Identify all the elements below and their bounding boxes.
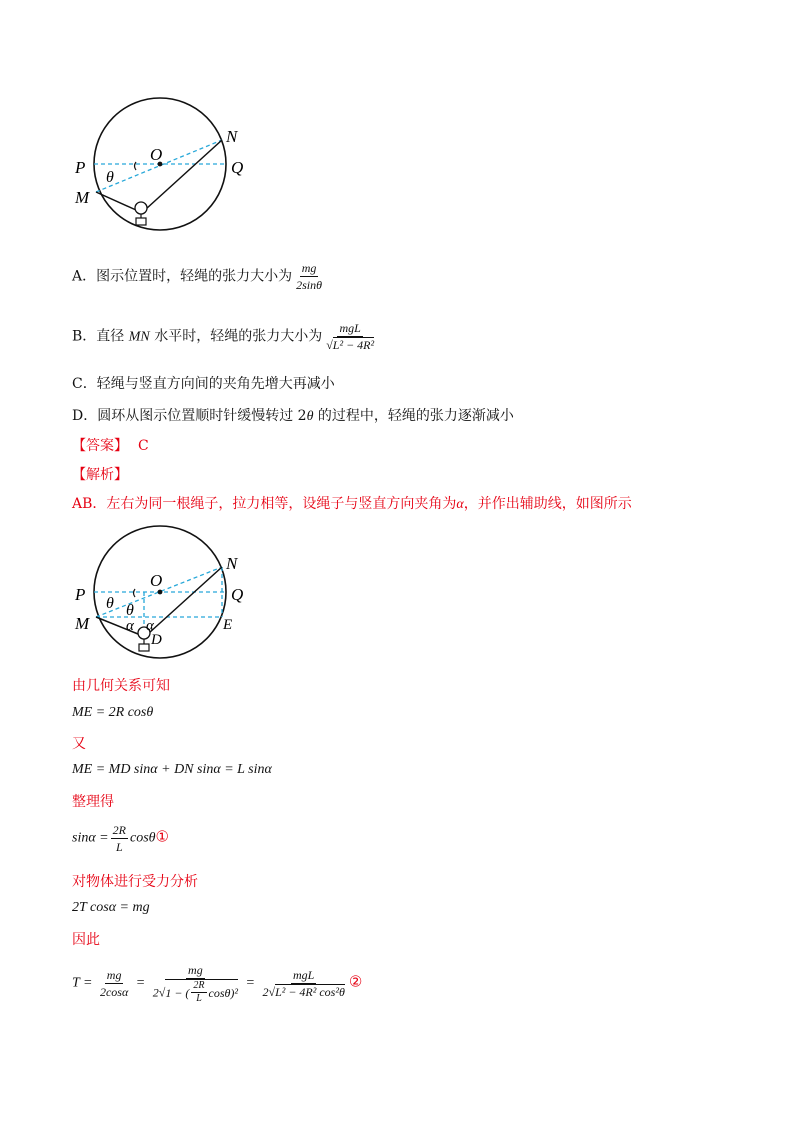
equation-1: ME = 2R cosθ [72, 705, 154, 720]
ab-intro-text: AB．左右为同一根绳子，拉力相等，设绳子与竖直方向夹角为 [72, 496, 457, 512]
label-theta-bottom: θ [126, 602, 134, 619]
step-5: 因此 [72, 932, 100, 948]
eq3-fraction [111, 822, 128, 855]
weight-block [136, 218, 146, 225]
option-b-pre: B．直径 [72, 328, 129, 345]
label-o: O [150, 145, 163, 164]
eq3-den: L [115, 840, 123, 854]
option-d-theta: θ [306, 409, 314, 424]
eq5-f2-den: 2√ 1 − ( $\frac{2R}{L}$ cosθ)² [152, 980, 239, 1004]
eq5-mark: ② [348, 974, 363, 991]
option-a-den: 2sinθ [296, 278, 323, 292]
answer-line [72, 436, 149, 456]
label-e: E [223, 617, 233, 633]
eq5-inner-den: L [196, 993, 202, 1004]
angle-arc-2 [134, 589, 136, 597]
label-n-2: N [226, 554, 238, 573]
label-q: Q [231, 158, 244, 177]
eq3-lhs: sinα = [72, 830, 109, 846]
option-d-pre: D．圆环从图示位置顺时针缓慢转过 2 [72, 408, 307, 424]
eq5-f3-radicand: L² − 4R² cos²θ [275, 985, 345, 999]
step-1: 由几何关系可知 [72, 678, 170, 694]
label-theta-top: θ [106, 595, 114, 612]
eq5-inner-num: 2R [193, 980, 205, 991]
rope-left [96, 192, 136, 210]
eq5-equals-1: = [135, 975, 146, 991]
eq5-lhs: T = [72, 975, 93, 991]
eq5-f2-radicand [165, 979, 238, 1005]
eq5-frac-3 [260, 967, 346, 1000]
equation-4: 2T cosα = mg [72, 900, 150, 915]
option-a-num: mg [301, 261, 317, 275]
eq5-f2-den-pre: 2 [152, 985, 159, 1000]
eq5-f3-den: 2√L² − 4R² cos²θ [262, 985, 345, 999]
option-a [72, 260, 326, 293]
option-a-text: A．图示位置时，轻绳的张力大小为 [72, 268, 293, 285]
option-b-mn: MN [128, 329, 150, 345]
eq5-f3-den-pre: 2 [262, 985, 269, 999]
option-b [72, 320, 378, 353]
eq5-frac-1 [98, 967, 130, 1000]
analysis-label: 【解析】 [72, 467, 128, 483]
label-q-2: Q [231, 585, 244, 604]
eq5-f1-den: 2cosα [99, 985, 129, 999]
equation-5 [72, 962, 362, 1005]
pulley [135, 202, 147, 214]
label-alpha-left: α [126, 618, 134, 634]
equation-2: ME = MD sinα + DN sinα = L sinα [72, 762, 272, 777]
label-alpha-right: α [146, 618, 154, 634]
step-4: 对物体进行受力分析 [72, 874, 198, 890]
equation-3 [72, 822, 169, 855]
label-p-2: P [75, 585, 86, 604]
ab-intro-post: ，并作出辅助线，如图所示 [463, 496, 632, 512]
label-d: D [151, 632, 162, 648]
label-m-2: M [75, 614, 90, 633]
option-b-fraction [324, 320, 376, 353]
option-b-text: 水平时，轻绳的张力大小为 [149, 328, 323, 345]
eq3-rhs: cosθ [129, 830, 156, 846]
label-theta: θ [106, 169, 114, 186]
option-b-den-radicand: L² − 4R² [332, 338, 375, 352]
figure-1 [70, 90, 270, 240]
option-b-num: mgL [339, 321, 361, 335]
eq5-frac-2 [151, 962, 240, 1005]
eq5-equals-2: = [245, 975, 255, 991]
eq3-num: 2R [112, 823, 126, 837]
label-p: P [75, 158, 86, 177]
center-point-2 [158, 590, 163, 595]
step-2: 又 [72, 736, 86, 752]
eq5-f2-den-post: cosθ)² [208, 985, 239, 1000]
label-n: N [226, 127, 238, 146]
eq5-inner-frac [191, 980, 206, 1005]
answer-label: 【答案】 [72, 438, 128, 454]
answer-value: C [138, 438, 149, 454]
label-m: M [75, 188, 90, 207]
option-b-den: √L² − 4R² [326, 338, 375, 352]
ab-intro-alpha: α [456, 497, 464, 512]
option-d [72, 406, 514, 427]
option-d-post: 的过程中，轻绳的张力逐渐减小 [313, 408, 514, 424]
step-3: 整理得 [72, 794, 114, 810]
ab-intro [72, 494, 632, 515]
eq5-f3-num: mgL [292, 968, 315, 982]
eq5-f2-den-in: 1 − ( [165, 985, 190, 1000]
eq3-mark: ① [155, 829, 169, 846]
figure-2 [70, 516, 270, 666]
option-a-fraction [294, 260, 324, 293]
eq5-f1-num: mg [106, 968, 122, 982]
angle-arc [135, 162, 137, 170]
eq5-f2-num: mg [188, 963, 203, 977]
weight-block-2 [139, 644, 149, 651]
label-o-2: O [150, 571, 163, 590]
option-c: C．轻绳与竖直方向间的夹角先增大再减小 [72, 376, 335, 392]
